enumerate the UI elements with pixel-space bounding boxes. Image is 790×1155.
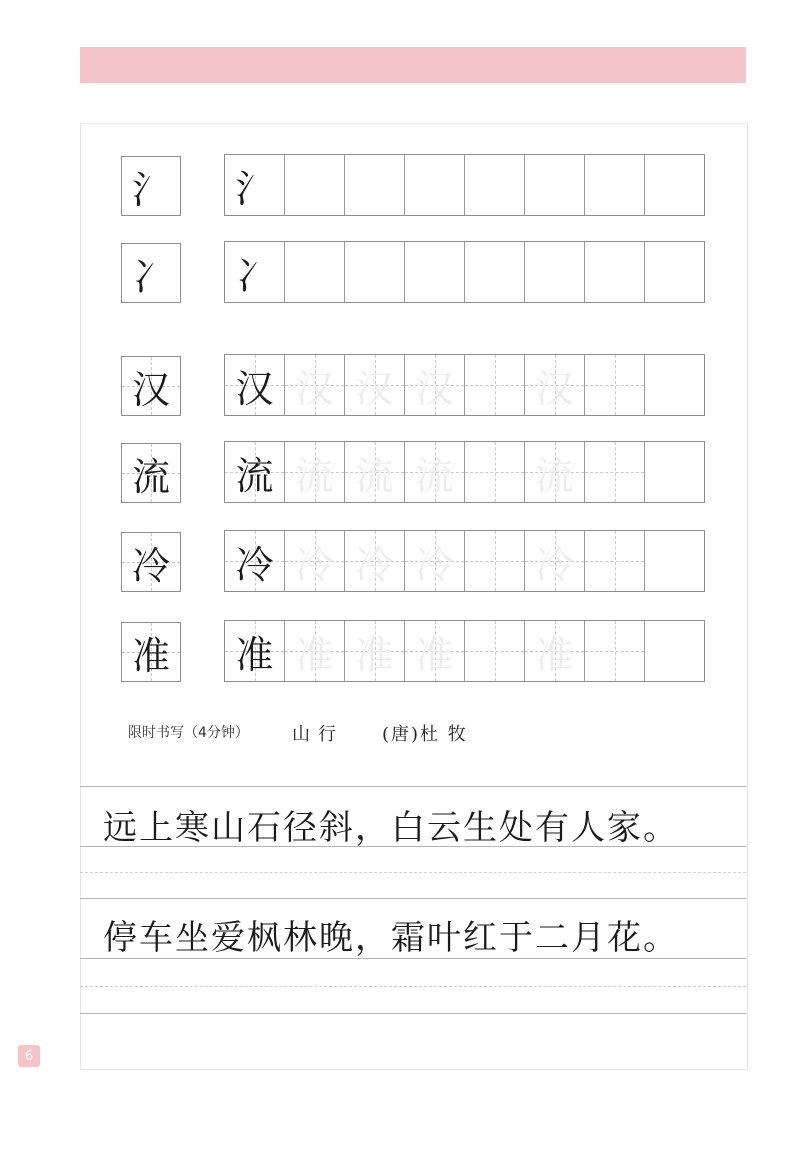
practice-cell[interactable] xyxy=(345,621,405,681)
header-band xyxy=(80,47,746,83)
practice-cell[interactable] xyxy=(345,442,405,502)
practice-cell[interactable] xyxy=(645,531,704,591)
faint-trace-glyph: 冷 xyxy=(295,542,334,587)
practice-cell[interactable] xyxy=(285,242,345,302)
timed-writing-caption: 限时书写（4分钟） xyxy=(128,725,249,741)
faint-trace-glyph: 汉 xyxy=(415,366,454,411)
writing-line[interactable] xyxy=(80,898,746,899)
faint-trace-glyph: 准 xyxy=(415,632,454,677)
practice-strip xyxy=(224,354,705,416)
practice-cell[interactable] xyxy=(585,531,645,591)
faint-trace-glyph: 流 xyxy=(355,453,394,498)
model-cell xyxy=(121,356,181,416)
model-cell xyxy=(121,243,181,303)
faint-trace-glyph: 流 xyxy=(295,453,334,498)
page-number: 6 xyxy=(18,1045,40,1067)
practice-cell[interactable] xyxy=(285,355,345,415)
faint-trace-glyph: 汉 xyxy=(295,366,334,411)
faint-trace-glyph: 冷 xyxy=(355,542,394,587)
poem-title: 山行 xyxy=(292,724,344,745)
practice-cell[interactable] xyxy=(525,155,585,215)
practice-cell[interactable] xyxy=(525,621,585,681)
writing-guide-line xyxy=(80,986,746,987)
practice-strip xyxy=(224,154,705,216)
model-glyph: 准 xyxy=(131,633,170,678)
practice-cell[interactable] xyxy=(465,355,525,415)
practice-cell[interactable] xyxy=(405,242,465,302)
practice-strip xyxy=(224,530,705,592)
practice-cell[interactable] xyxy=(525,242,585,302)
trace-glyph: 冷 xyxy=(235,542,274,587)
practice-cell[interactable] xyxy=(465,155,525,215)
poem-line-2: 停车坐爱枫林晚，霜叶红于二月花。 xyxy=(103,918,679,958)
faint-trace-glyph: 汉 xyxy=(355,366,394,411)
practice-cell[interactable] xyxy=(345,242,405,302)
practice-cell[interactable] xyxy=(405,621,465,681)
practice-cell[interactable] xyxy=(345,531,405,591)
model-glyph: 冷 xyxy=(131,543,170,588)
model-glyph: 流 xyxy=(131,454,170,499)
practice-cell[interactable] xyxy=(585,242,645,302)
faint-trace-glyph: 流 xyxy=(415,453,454,498)
faint-trace-glyph: 准 xyxy=(535,632,574,677)
trace-glyph: 汉 xyxy=(235,366,274,411)
model-cell xyxy=(121,156,181,216)
practice-cell[interactable] xyxy=(465,621,525,681)
practice-cell[interactable] xyxy=(405,355,465,415)
model-glyph: 氵 xyxy=(131,167,170,212)
practice-cell[interactable] xyxy=(585,442,645,502)
faint-trace-glyph: 汉 xyxy=(535,366,574,411)
practice-cell[interactable] xyxy=(285,621,345,681)
practice-cell[interactable] xyxy=(645,442,704,502)
practice-cell[interactable] xyxy=(585,155,645,215)
practice-cell[interactable] xyxy=(645,242,704,302)
practice-cell[interactable] xyxy=(585,355,645,415)
practice-cell[interactable] xyxy=(285,155,345,215)
practice-strip xyxy=(224,241,705,303)
faint-trace-glyph: 准 xyxy=(295,632,334,677)
model-cell xyxy=(121,622,181,682)
practice-cell[interactable] xyxy=(645,155,704,215)
practice-cell[interactable] xyxy=(285,442,345,502)
writing-line[interactable] xyxy=(80,1013,746,1014)
model-glyph: 冫 xyxy=(131,254,170,299)
practice-cell[interactable] xyxy=(345,155,405,215)
faint-trace-glyph: 流 xyxy=(535,453,574,498)
writing-line xyxy=(80,786,746,787)
writing-line xyxy=(80,958,746,959)
faint-trace-glyph: 冷 xyxy=(415,542,454,587)
practice-cell[interactable] xyxy=(345,355,405,415)
faint-trace-glyph: 准 xyxy=(355,632,394,677)
writing-line xyxy=(80,846,746,847)
practice-cell[interactable] xyxy=(285,531,345,591)
practice-strip xyxy=(224,441,705,503)
practice-cell[interactable] xyxy=(465,442,525,502)
faint-trace-glyph: 冷 xyxy=(535,542,574,587)
model-glyph: 汉 xyxy=(131,367,170,412)
practice-cell[interactable] xyxy=(585,621,645,681)
practice-cell[interactable] xyxy=(525,442,585,502)
practice-cell[interactable] xyxy=(645,355,704,415)
model-cell xyxy=(121,532,181,592)
trace-glyph: 准 xyxy=(235,632,274,677)
practice-cell[interactable] xyxy=(645,621,704,681)
practice-cell[interactable] xyxy=(465,531,525,591)
trace-glyph: 冫 xyxy=(235,253,274,298)
trace-glyph: 流 xyxy=(235,453,274,498)
practice-cell[interactable] xyxy=(525,355,585,415)
poem-author: (唐)杜 牧 xyxy=(382,724,468,745)
practice-cell[interactable] xyxy=(465,242,525,302)
practice-cell[interactable] xyxy=(405,155,465,215)
trace-glyph: 氵 xyxy=(235,166,274,211)
practice-cell[interactable] xyxy=(525,531,585,591)
practice-cell[interactable] xyxy=(405,531,465,591)
practice-cell[interactable] xyxy=(405,442,465,502)
writing-guide-line xyxy=(80,872,746,873)
model-cell xyxy=(121,443,181,503)
poem-line-1: 远上寒山石径斜，白云生处有人家。 xyxy=(103,808,679,848)
practice-strip xyxy=(224,620,705,682)
